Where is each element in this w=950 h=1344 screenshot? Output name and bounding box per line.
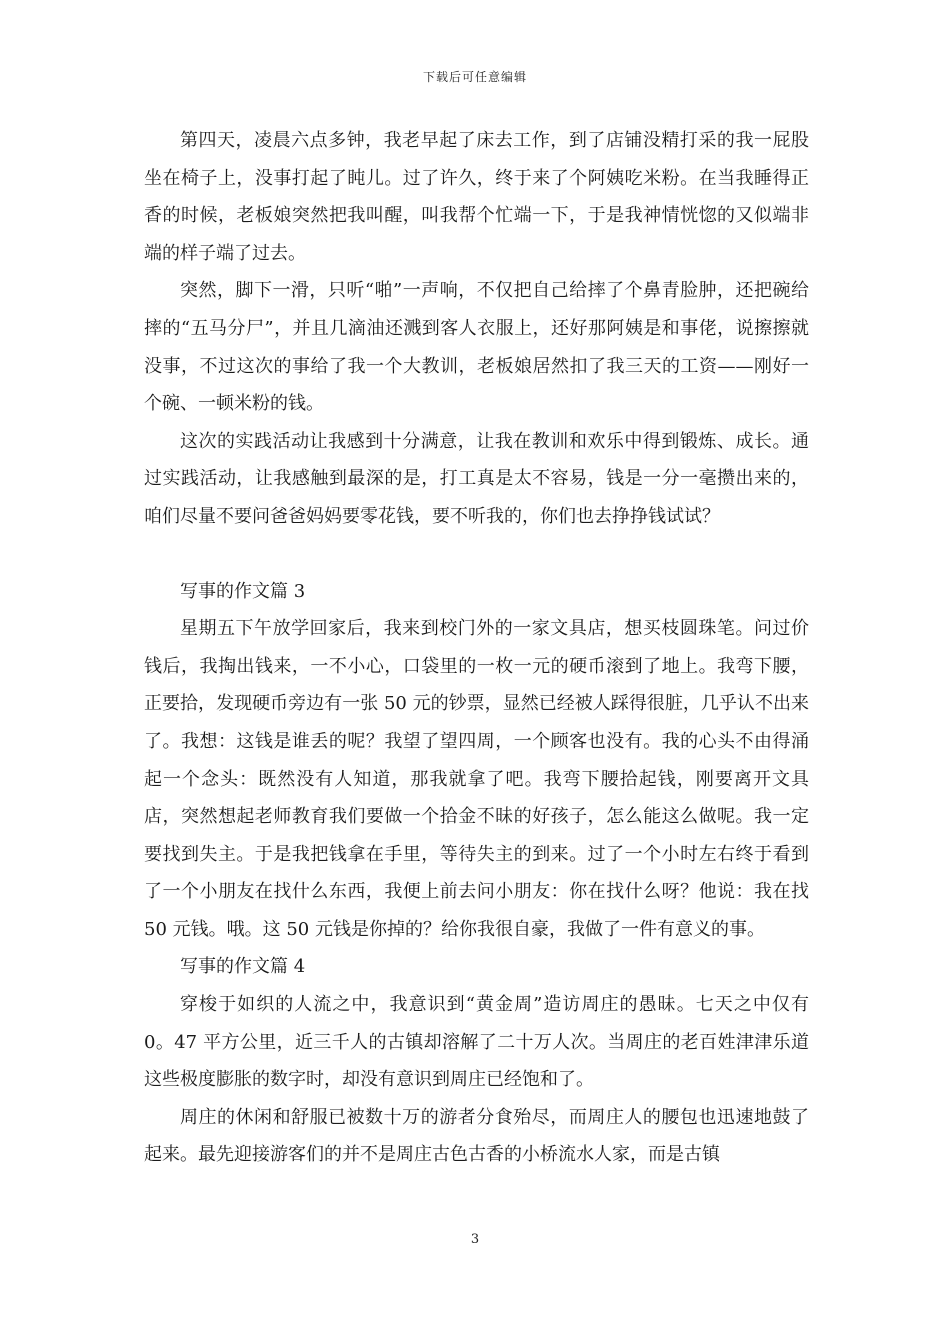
section-heading: 写事的作文篇 4: [180, 956, 306, 978]
paragraph: 这次的实践活动让我感到十分满意，让我在教训和欢乐中得到锻炼、成长。通过实践活动，让我感触到最深的是，打工真是太不容易，钱是一分一毫攒出来的，咱们尽量不要问爸爸妈妈要零花钱，要不听我的，你们也去挣挣钱试试？: [144, 430, 809, 527]
document-body: [144, 122, 809, 1174]
paragraph: 穿梭于如织的人流之中，我意识到“黄金周”造访周庄的愚昧。七天之中仅有 0。47 平方公里，近三千人的古镇却溶解了二十万人次。当周庄的老百姓津津乐道这些极度膨胀的数字时，却没有意识到周庄已经饱和了。: [144, 994, 809, 1091]
section-gap: [144, 536, 809, 573]
paragraph: 周庄的休闲和舒服已被数十万的游者分食殆尽，而周庄人的腰包也迅速地鼓了起来。最先迎接游客们的并不是周庄古色古香的小桥流水人家，而是古镇: [144, 1106, 809, 1166]
paragraph: 第四天，凌晨六点多钟，我老早起了床去工作，到了店铺没精打采的我一屁股坐在椅子上，没事打起了盹儿。过了许久，终于来了个阿姨吃米粉。在当我睡得正香的时候，老板娘突然把我叫醒，叫我帮个忙端一下，于是我神情恍惚的又似端非端的样子端了过去。: [144, 130, 809, 264]
page-header: 下载后可任意编辑: [422, 70, 527, 84]
paragraph: 突然，脚下一滑，只听“啪”一声响，不仅把自己给摔了个鼻青脸肿，还把碗给摔的“五马分尸”，并且几滴油还溅到客人衣服上，还好那阿姨是和事佬，说擦擦就没事，不过这次的事给了我一个大教训，老板娘居然扣了我三天的工资——刚好一个碗、一顿米粉的钱。: [144, 280, 809, 415]
paragraph: 星期五下午放学回家后，我来到校门外的一家文具店，想买枝圆珠笔。问过价钱后，我掏出钱来，一不小心，口袋里的一枚一元的硬币滚到了地上。我弯下腰，正要拾，发现硬币旁边有一张 50 元的钞票，显然已经被人踩得很脏，几乎认不出来了。我想：这钱是谁丢的呢？我望了望四周，一个顾客也没有。我的心头不由得涌起一个念头：既然没有人知道，那我就拿了吧。我弯下腰拾起钱，刚要离开文具店，突然想起老师教育我们要做一个拾金不昧的好孩子，怎么能这么做呢。我一定要找到失主。于是我把钱拿在手里，等待失主的到来。过了一个小时左右终于看到了一个小朋友在找什么东西，我便上前去问小朋友：你在找什么呀？他说：我在找 50 元钱。哦。这 50 元钱是你掉的？给你我很自豪，我做了一件有意义的事。: [144, 618, 809, 940]
page-number: 3: [470, 1232, 480, 1247]
section-heading: 写事的作文篇 3: [180, 580, 306, 602]
